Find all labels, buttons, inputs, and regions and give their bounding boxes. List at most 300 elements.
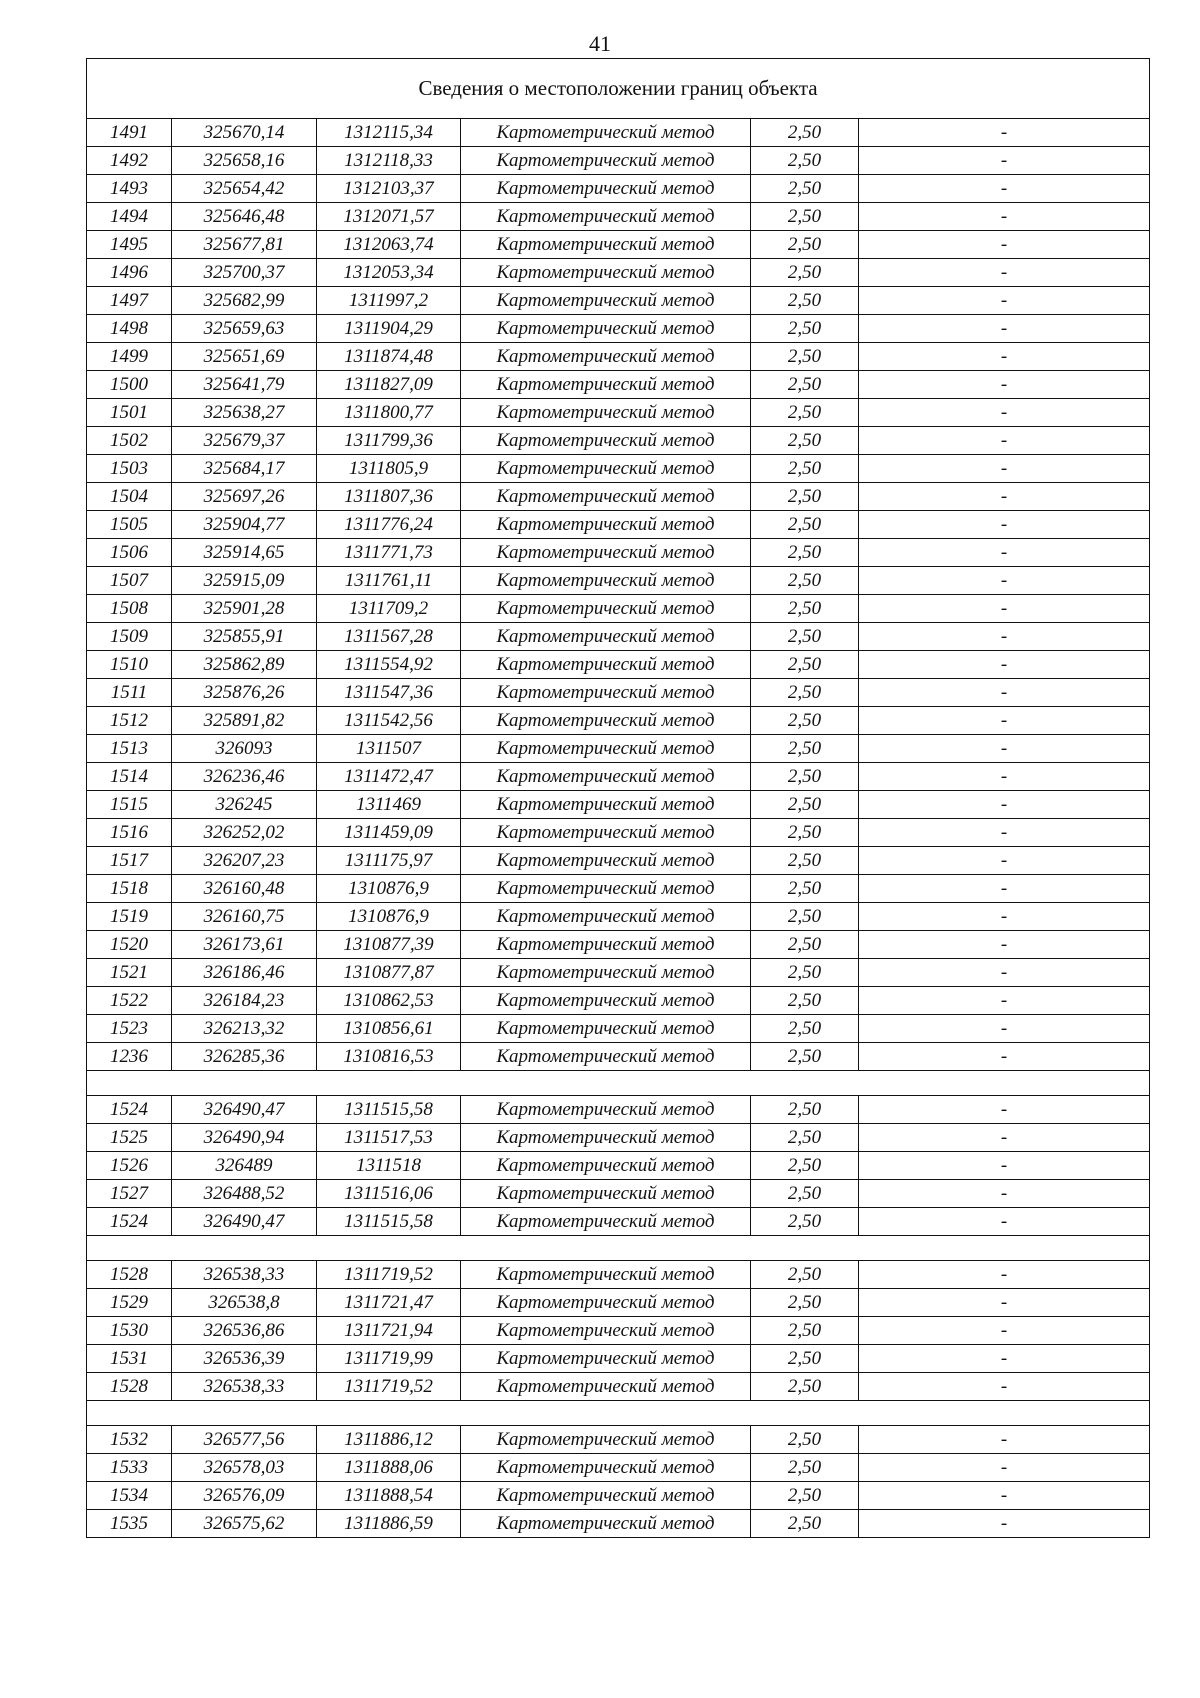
- x-coordinate-cell: 325670,14: [172, 119, 317, 147]
- x-coordinate-cell: 326173,61: [172, 931, 317, 959]
- y-coordinate-cell: 1310877,87: [317, 959, 461, 987]
- method-cell: Картометрический метод: [461, 651, 751, 679]
- point-number-cell: 1494: [87, 203, 172, 231]
- x-coordinate-cell: 326538,33: [172, 1261, 317, 1289]
- method-cell: Картометрический метод: [461, 735, 751, 763]
- point-number-cell: 1512: [87, 707, 172, 735]
- description-cell: -: [859, 1482, 1150, 1510]
- y-coordinate-cell: 1311771,73: [317, 539, 461, 567]
- point-number-cell: 1525: [87, 1124, 172, 1152]
- accuracy-cell: 2,50: [751, 1289, 859, 1317]
- y-coordinate-cell: 1311719,52: [317, 1373, 461, 1401]
- x-coordinate-cell: 326538,33: [172, 1373, 317, 1401]
- table-row: [87, 1043, 1150, 1071]
- table-row: [87, 315, 1150, 343]
- method-cell: Картометрический метод: [461, 875, 751, 903]
- group-separator-row: [87, 1236, 1150, 1261]
- x-coordinate-cell: 325904,77: [172, 511, 317, 539]
- method-cell: Картометрический метод: [461, 427, 751, 455]
- accuracy-cell: 2,50: [751, 175, 859, 203]
- point-number-cell: 1492: [87, 147, 172, 175]
- y-coordinate-cell: 1311800,77: [317, 399, 461, 427]
- x-coordinate-cell: 326236,46: [172, 763, 317, 791]
- point-number-cell: 1514: [87, 763, 172, 791]
- point-number-cell: 1500: [87, 371, 172, 399]
- description-cell: -: [859, 1426, 1150, 1454]
- table-row: [87, 371, 1150, 399]
- y-coordinate-cell: 1311886,12: [317, 1426, 461, 1454]
- description-cell: -: [859, 1043, 1150, 1071]
- description-cell: -: [859, 511, 1150, 539]
- point-number-cell: 1493: [87, 175, 172, 203]
- x-coordinate-cell: 325658,16: [172, 147, 317, 175]
- y-coordinate-cell: 1311904,29: [317, 315, 461, 343]
- point-number-cell: 1497: [87, 287, 172, 315]
- group-separator-row: [87, 1071, 1150, 1096]
- accuracy-cell: 2,50: [751, 931, 859, 959]
- point-number-cell: 1532: [87, 1426, 172, 1454]
- y-coordinate-cell: 1311507: [317, 735, 461, 763]
- accuracy-cell: 2,50: [751, 959, 859, 987]
- accuracy-cell: 2,50: [751, 1454, 859, 1482]
- method-cell: Картометрический метод: [461, 763, 751, 791]
- accuracy-cell: 2,50: [751, 1261, 859, 1289]
- table-row: [87, 147, 1150, 175]
- method-cell: Картометрический метод: [461, 1510, 751, 1538]
- x-coordinate-cell: 326490,47: [172, 1208, 317, 1236]
- table-row: [87, 791, 1150, 819]
- point-number-cell: 1516: [87, 819, 172, 847]
- method-cell: Картометрический метод: [461, 147, 751, 175]
- method-cell: Картометрический метод: [461, 1208, 751, 1236]
- description-cell: -: [859, 595, 1150, 623]
- method-cell: Картометрический метод: [461, 1015, 751, 1043]
- description-cell: -: [859, 707, 1150, 735]
- table-title: Сведения о местоположении границ объекта: [87, 59, 1150, 119]
- point-number-cell: 1524: [87, 1208, 172, 1236]
- table-row: [87, 1289, 1150, 1317]
- description-cell: -: [859, 483, 1150, 511]
- description-cell: -: [859, 343, 1150, 371]
- table-row: [87, 959, 1150, 987]
- accuracy-cell: 2,50: [751, 1208, 859, 1236]
- point-number-cell: 1523: [87, 1015, 172, 1043]
- description-cell: -: [859, 1208, 1150, 1236]
- point-number-cell: 1506: [87, 539, 172, 567]
- accuracy-cell: 2,50: [751, 231, 859, 259]
- point-number-cell: 1495: [87, 231, 172, 259]
- x-coordinate-cell: 326093: [172, 735, 317, 763]
- y-coordinate-cell: 1311515,58: [317, 1208, 461, 1236]
- accuracy-cell: 2,50: [751, 1317, 859, 1345]
- description-cell: -: [859, 1373, 1150, 1401]
- description-cell: -: [859, 203, 1150, 231]
- table-row: [87, 763, 1150, 791]
- table-row: [87, 595, 1150, 623]
- method-cell: Картометрический метод: [461, 1289, 751, 1317]
- y-coordinate-cell: 1311807,36: [317, 483, 461, 511]
- x-coordinate-cell: 326490,94: [172, 1124, 317, 1152]
- table-row: [87, 1015, 1150, 1043]
- accuracy-cell: 2,50: [751, 203, 859, 231]
- point-number-cell: 1531: [87, 1345, 172, 1373]
- description-cell: -: [859, 735, 1150, 763]
- x-coordinate-cell: 326576,09: [172, 1482, 317, 1510]
- method-cell: Картометрический метод: [461, 959, 751, 987]
- method-cell: Картометрический метод: [461, 399, 751, 427]
- x-coordinate-cell: 326577,56: [172, 1426, 317, 1454]
- table-row: [87, 651, 1150, 679]
- description-cell: -: [859, 1345, 1150, 1373]
- y-coordinate-cell: 1311547,36: [317, 679, 461, 707]
- x-coordinate-cell: 326160,48: [172, 875, 317, 903]
- description-cell: -: [859, 287, 1150, 315]
- description-cell: -: [859, 903, 1150, 931]
- description-cell: -: [859, 119, 1150, 147]
- table-row: [87, 287, 1150, 315]
- accuracy-cell: 2,50: [751, 287, 859, 315]
- point-number-cell: 1507: [87, 567, 172, 595]
- y-coordinate-cell: 1311799,36: [317, 427, 461, 455]
- x-coordinate-cell: 325638,27: [172, 399, 317, 427]
- description-cell: -: [859, 1124, 1150, 1152]
- description-cell: -: [859, 1289, 1150, 1317]
- x-coordinate-cell: 326489: [172, 1152, 317, 1180]
- point-number-cell: 1533: [87, 1454, 172, 1482]
- y-coordinate-cell: 1311518: [317, 1152, 461, 1180]
- table-row: [87, 847, 1150, 875]
- accuracy-cell: 2,50: [751, 735, 859, 763]
- x-coordinate-cell: 325646,48: [172, 203, 317, 231]
- y-coordinate-cell: 1311888,06: [317, 1454, 461, 1482]
- accuracy-cell: 2,50: [751, 623, 859, 651]
- accuracy-cell: 2,50: [751, 1015, 859, 1043]
- x-coordinate-cell: 326575,62: [172, 1510, 317, 1538]
- table-row: [87, 175, 1150, 203]
- method-cell: Картометрический метод: [461, 819, 751, 847]
- x-coordinate-cell: 325679,37: [172, 427, 317, 455]
- table-row: [87, 735, 1150, 763]
- accuracy-cell: 2,50: [751, 315, 859, 343]
- accuracy-cell: 2,50: [751, 1152, 859, 1180]
- description-cell: -: [859, 1510, 1150, 1538]
- y-coordinate-cell: 1311542,56: [317, 707, 461, 735]
- method-cell: Картометрический метод: [461, 259, 751, 287]
- method-cell: Картометрический метод: [461, 987, 751, 1015]
- y-coordinate-cell: 1311721,47: [317, 1289, 461, 1317]
- table-row: [87, 987, 1150, 1015]
- description-cell: -: [859, 427, 1150, 455]
- table-row: [87, 1180, 1150, 1208]
- y-coordinate-cell: 1311721,94: [317, 1317, 461, 1345]
- table-row: [87, 819, 1150, 847]
- description-cell: -: [859, 763, 1150, 791]
- accuracy-cell: 2,50: [751, 1510, 859, 1538]
- y-coordinate-cell: 1312103,37: [317, 175, 461, 203]
- table-row: [87, 259, 1150, 287]
- accuracy-cell: 2,50: [751, 427, 859, 455]
- description-cell: -: [859, 1096, 1150, 1124]
- point-number-cell: 1502: [87, 427, 172, 455]
- y-coordinate-cell: 1311827,09: [317, 371, 461, 399]
- table-row: [87, 231, 1150, 259]
- x-coordinate-cell: 325862,89: [172, 651, 317, 679]
- method-cell: Картометрический метод: [461, 1454, 751, 1482]
- accuracy-cell: 2,50: [751, 1345, 859, 1373]
- table-row: [87, 679, 1150, 707]
- point-number-cell: 1527: [87, 1180, 172, 1208]
- description-cell: -: [859, 455, 1150, 483]
- description-cell: -: [859, 791, 1150, 819]
- accuracy-cell: 2,50: [751, 343, 859, 371]
- y-coordinate-cell: 1310876,9: [317, 875, 461, 903]
- accuracy-cell: 2,50: [751, 847, 859, 875]
- accuracy-cell: 2,50: [751, 987, 859, 1015]
- description-cell: -: [859, 987, 1150, 1015]
- point-number-cell: 1529: [87, 1289, 172, 1317]
- description-cell: -: [859, 847, 1150, 875]
- boundary-coordinates-table: [86, 58, 1150, 1538]
- y-coordinate-cell: 1312071,57: [317, 203, 461, 231]
- method-cell: Картометрический метод: [461, 1482, 751, 1510]
- description-cell: -: [859, 399, 1150, 427]
- table-row: [87, 1510, 1150, 1538]
- point-number-cell: 1498: [87, 315, 172, 343]
- method-cell: Картометрический метод: [461, 567, 751, 595]
- y-coordinate-cell: 1310877,39: [317, 931, 461, 959]
- accuracy-cell: 2,50: [751, 819, 859, 847]
- y-coordinate-cell: 1311459,09: [317, 819, 461, 847]
- table-row: [87, 455, 1150, 483]
- table-row: [87, 539, 1150, 567]
- y-coordinate-cell: 1312115,34: [317, 119, 461, 147]
- accuracy-cell: 2,50: [751, 763, 859, 791]
- point-number-cell: 1499: [87, 343, 172, 371]
- point-number-cell: 1517: [87, 847, 172, 875]
- group-separator-cell: [87, 1236, 1150, 1261]
- table-row: [87, 875, 1150, 903]
- x-coordinate-cell: 326245: [172, 791, 317, 819]
- description-cell: -: [859, 1152, 1150, 1180]
- point-number-cell: 1504: [87, 483, 172, 511]
- y-coordinate-cell: 1311719,99: [317, 1345, 461, 1373]
- table-row: [87, 1482, 1150, 1510]
- description-cell: -: [859, 651, 1150, 679]
- x-coordinate-cell: 326252,02: [172, 819, 317, 847]
- y-coordinate-cell: 1310856,61: [317, 1015, 461, 1043]
- description-cell: -: [859, 1317, 1150, 1345]
- point-number-cell: 1505: [87, 511, 172, 539]
- method-cell: Картометрический метод: [461, 371, 751, 399]
- method-cell: Картометрический метод: [461, 931, 751, 959]
- description-cell: -: [859, 819, 1150, 847]
- description-cell: -: [859, 1015, 1150, 1043]
- description-cell: -: [859, 623, 1150, 651]
- table-row: [87, 931, 1150, 959]
- point-number-cell: 1526: [87, 1152, 172, 1180]
- method-cell: Картометрический метод: [461, 315, 751, 343]
- group-separator-row: [87, 1401, 1150, 1426]
- accuracy-cell: 2,50: [751, 371, 859, 399]
- y-coordinate-cell: 1311175,97: [317, 847, 461, 875]
- description-cell: -: [859, 259, 1150, 287]
- x-coordinate-cell: 325891,82: [172, 707, 317, 735]
- y-coordinate-cell: 1310876,9: [317, 903, 461, 931]
- table-row: [87, 903, 1150, 931]
- x-coordinate-cell: 325684,17: [172, 455, 317, 483]
- point-number-cell: 1530: [87, 1317, 172, 1345]
- point-number-cell: 1528: [87, 1261, 172, 1289]
- x-coordinate-cell: 325700,37: [172, 259, 317, 287]
- description-cell: -: [859, 147, 1150, 175]
- table-row: [87, 483, 1150, 511]
- accuracy-cell: 2,50: [751, 595, 859, 623]
- y-coordinate-cell: 1312118,33: [317, 147, 461, 175]
- accuracy-cell: 2,50: [751, 259, 859, 287]
- y-coordinate-cell: 1311776,24: [317, 511, 461, 539]
- description-cell: -: [859, 371, 1150, 399]
- accuracy-cell: 2,50: [751, 455, 859, 483]
- table-row: [87, 119, 1150, 147]
- description-cell: -: [859, 679, 1150, 707]
- description-cell: -: [859, 315, 1150, 343]
- table-row: [87, 623, 1150, 651]
- x-coordinate-cell: 326490,47: [172, 1096, 317, 1124]
- method-cell: Картометрический метод: [461, 903, 751, 931]
- y-coordinate-cell: 1311874,48: [317, 343, 461, 371]
- table-row: [87, 1096, 1150, 1124]
- method-cell: Картометрический метод: [461, 343, 751, 371]
- y-coordinate-cell: 1311567,28: [317, 623, 461, 651]
- accuracy-cell: 2,50: [751, 539, 859, 567]
- table-row: [87, 1345, 1150, 1373]
- accuracy-cell: 2,50: [751, 1482, 859, 1510]
- x-coordinate-cell: 325677,81: [172, 231, 317, 259]
- method-cell: Картометрический метод: [461, 1043, 751, 1071]
- point-number-cell: 1519: [87, 903, 172, 931]
- x-coordinate-cell: 326213,32: [172, 1015, 317, 1043]
- y-coordinate-cell: 1311761,11: [317, 567, 461, 595]
- y-coordinate-cell: 1311888,54: [317, 1482, 461, 1510]
- accuracy-cell: 2,50: [751, 1373, 859, 1401]
- x-coordinate-cell: 325914,65: [172, 539, 317, 567]
- y-coordinate-cell: 1312053,34: [317, 259, 461, 287]
- point-number-cell: 1518: [87, 875, 172, 903]
- x-coordinate-cell: 325876,26: [172, 679, 317, 707]
- accuracy-cell: 2,50: [751, 1180, 859, 1208]
- accuracy-cell: 2,50: [751, 119, 859, 147]
- y-coordinate-cell: 1312063,74: [317, 231, 461, 259]
- accuracy-cell: 2,50: [751, 399, 859, 427]
- point-number-cell: 1534: [87, 1482, 172, 1510]
- y-coordinate-cell: 1311719,52: [317, 1261, 461, 1289]
- accuracy-cell: 2,50: [751, 1124, 859, 1152]
- point-number-cell: 1521: [87, 959, 172, 987]
- description-cell: -: [859, 931, 1150, 959]
- point-number-cell: 1501: [87, 399, 172, 427]
- description-cell: -: [859, 1261, 1150, 1289]
- table-row: [87, 427, 1150, 455]
- x-coordinate-cell: 326160,75: [172, 903, 317, 931]
- method-cell: Картометрический метод: [461, 1152, 751, 1180]
- page-number: 41: [589, 31, 611, 56]
- description-cell: -: [859, 1454, 1150, 1482]
- method-cell: Картометрический метод: [461, 1426, 751, 1454]
- x-coordinate-cell: 325915,09: [172, 567, 317, 595]
- method-cell: Картометрический метод: [461, 231, 751, 259]
- description-cell: -: [859, 875, 1150, 903]
- method-cell: Картометрический метод: [461, 1373, 751, 1401]
- y-coordinate-cell: 1311469: [317, 791, 461, 819]
- x-coordinate-cell: 326285,36: [172, 1043, 317, 1071]
- y-coordinate-cell: 1311805,9: [317, 455, 461, 483]
- point-number-cell: 1520: [87, 931, 172, 959]
- point-number-cell: 1524: [87, 1096, 172, 1124]
- accuracy-cell: 2,50: [751, 147, 859, 175]
- table-row: [87, 567, 1150, 595]
- point-number-cell: 1511: [87, 679, 172, 707]
- method-cell: Картометрический метод: [461, 539, 751, 567]
- y-coordinate-cell: 1311886,59: [317, 1510, 461, 1538]
- point-number-cell: 1510: [87, 651, 172, 679]
- table-row: [87, 1454, 1150, 1482]
- table-row: [87, 399, 1150, 427]
- x-coordinate-cell: 325901,28: [172, 595, 317, 623]
- method-cell: Картометрический метод: [461, 511, 751, 539]
- table-row: [87, 343, 1150, 371]
- accuracy-cell: 2,50: [751, 875, 859, 903]
- accuracy-cell: 2,50: [751, 567, 859, 595]
- point-number-cell: 1491: [87, 119, 172, 147]
- x-coordinate-cell: 325641,79: [172, 371, 317, 399]
- method-cell: Картометрический метод: [461, 483, 751, 511]
- point-number-cell: 1503: [87, 455, 172, 483]
- x-coordinate-cell: 326207,23: [172, 847, 317, 875]
- table-row: [87, 1208, 1150, 1236]
- table-body: [87, 59, 1150, 1538]
- x-coordinate-cell: 326184,23: [172, 987, 317, 1015]
- point-number-cell: 1515: [87, 791, 172, 819]
- y-coordinate-cell: 1311554,92: [317, 651, 461, 679]
- method-cell: Картометрический метод: [461, 847, 751, 875]
- x-coordinate-cell: 325697,26: [172, 483, 317, 511]
- point-number-cell: 1509: [87, 623, 172, 651]
- table-row: [87, 1317, 1150, 1345]
- point-number-cell: 1528: [87, 1373, 172, 1401]
- x-coordinate-cell: 326578,03: [172, 1454, 317, 1482]
- table-row: [87, 1373, 1150, 1401]
- accuracy-cell: 2,50: [751, 483, 859, 511]
- method-cell: Картометрический метод: [461, 1261, 751, 1289]
- description-cell: -: [859, 175, 1150, 203]
- y-coordinate-cell: 1311997,2: [317, 287, 461, 315]
- accuracy-cell: 2,50: [751, 511, 859, 539]
- point-number-cell: 1508: [87, 595, 172, 623]
- point-number-cell: 1535: [87, 1510, 172, 1538]
- method-cell: Картометрический метод: [461, 1317, 751, 1345]
- point-number-cell: 1236: [87, 1043, 172, 1071]
- point-number-cell: 1513: [87, 735, 172, 763]
- method-cell: Картометрический метод: [461, 1124, 751, 1152]
- method-cell: Картометрический метод: [461, 707, 751, 735]
- table-row: [87, 1124, 1150, 1152]
- x-coordinate-cell: 325659,63: [172, 315, 317, 343]
- x-coordinate-cell: 326538,8: [172, 1289, 317, 1317]
- y-coordinate-cell: 1311517,53: [317, 1124, 461, 1152]
- accuracy-cell: 2,50: [751, 1043, 859, 1071]
- accuracy-cell: 2,50: [751, 903, 859, 931]
- point-number-cell: 1496: [87, 259, 172, 287]
